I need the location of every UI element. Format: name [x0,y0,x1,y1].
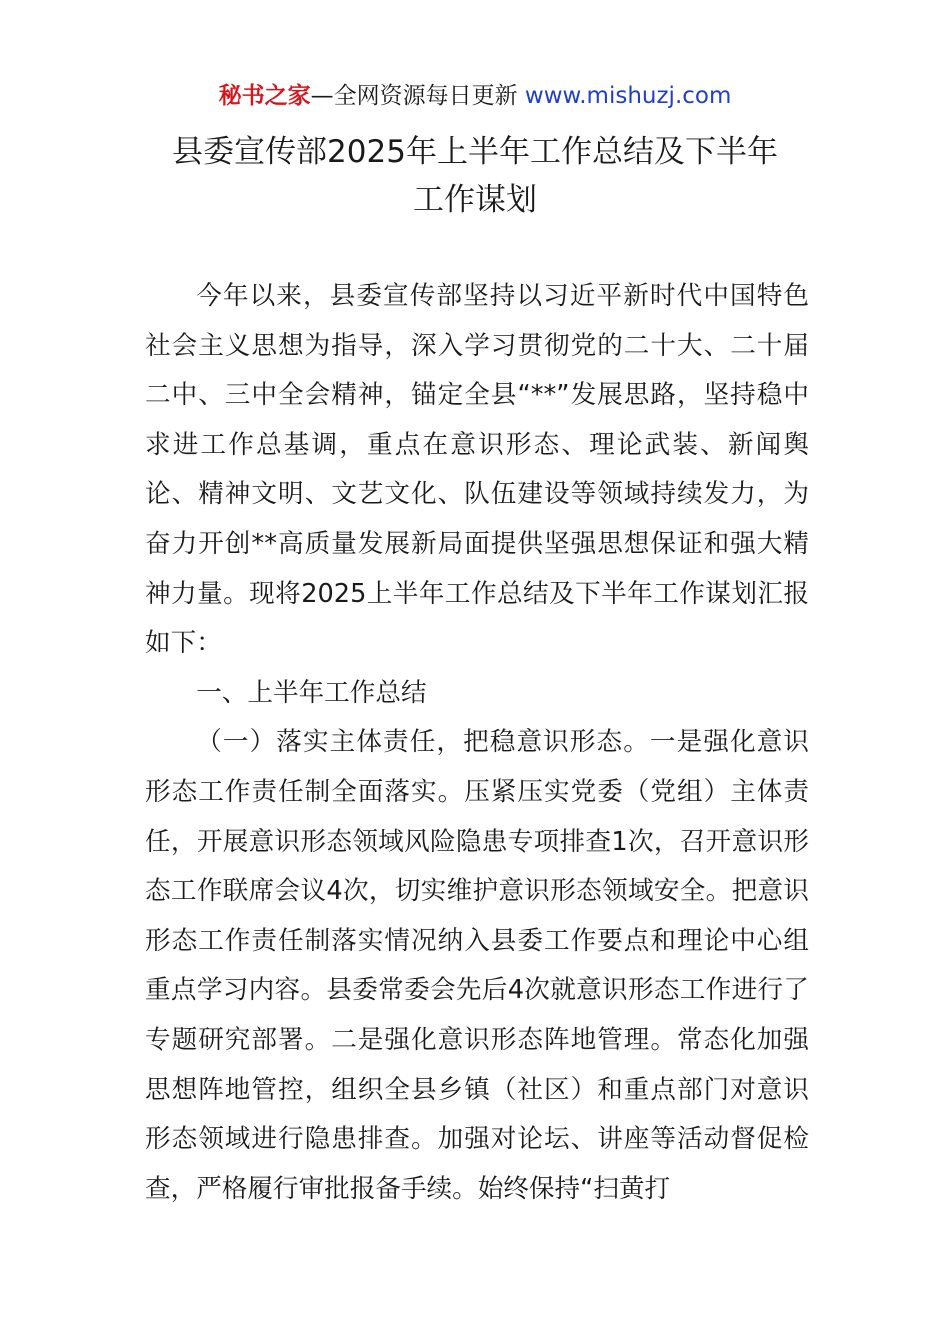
site-tagline: —全网资源每日更新 [310,83,525,109]
section-heading: 一、上半年工作总结 [196,677,427,708]
site-header [0,80,950,112]
document-title-line-1: 县委宣传部2025年上半年工作总结及下半年 [172,134,778,170]
document-body [145,272,809,1214]
section-paragraph: （一）落实主体责任，把稳意识形态。一是强化意识形态工作责任制全面落实。压紧压实党委（党组）主体责任，开展意识形态领域风险隐患专项排查1次，召开意识形态工作联席会议4次，切实维护意识形态领域安全。把意识形态工作责任制落实情况纳入县委工作要点和理论中心组重点学习内容。县委常委会先后4次就意识形态工作进行了专题研究部署。二是强化意识形态阵地管理。常态化加强思想阵地管控，组织全县乡镇（社区）和重点部门对意识形态领域进行隐患排查。加强对论坛、讲座等活动督促检查，严格履行审批报备手续。始终保持“扫黄打 [145,727,809,1204]
site-brand: 秘书之家 [218,83,311,109]
intro-paragraph: 今年以来，县委宣传部坚持以习近平新时代中国特色社会主义思想为指导，深入学习贯彻党的二十大、二十届二中、三中全会精神，锚定全县“**”发展思路，坚持稳中求进工作总基调，重点在意识形态、理论武装、新闻舆论、精神文明、文艺文化、队伍建设等领域持续发力，为奋力开创**高质量发展新局面提供坚强思想保证和强大精神力量。现将2025上半年工作总结及下半年工作谋划汇报如下： [145,281,809,659]
document-title [100,128,850,224]
site-url-link[interactable]: www.mishuzj.com [524,83,732,109]
document-title-line-2: 工作谋划 [413,182,537,218]
